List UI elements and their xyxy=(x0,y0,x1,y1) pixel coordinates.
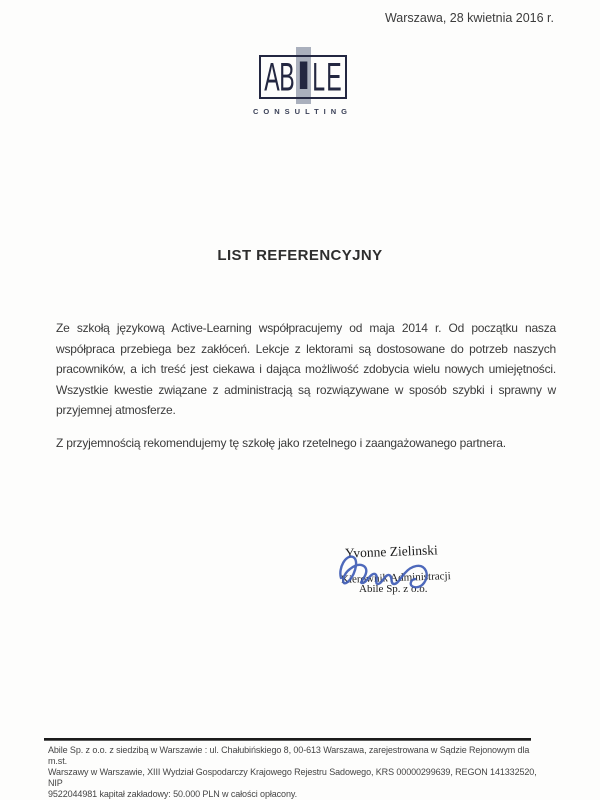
abile-consulting-logo xyxy=(0,46,600,126)
footer-line-1: Abile Sp. z o.o. z siedzibą w Warszawie : ul. Chałubińskiego 8, 00-613 Warszawa, zarejestrowana w Sądzie Rejonowym dla m.st. xyxy=(48,745,530,766)
footer-line-2: Warszawy w Warszawie, XIII Wydział Gospodarczy Krajowego Rejestru Sadowego, KRS 00000299639, REGON 141332520, NIP xyxy=(48,767,537,788)
signatory-name: Yvonne Zielinski xyxy=(344,542,438,561)
letter-body xyxy=(56,318,556,465)
letter-date: Warszawa, 28 kwietnia 2016 r. xyxy=(384,11,554,25)
footer-line-3: 9522044981 kapitał zakładowy: 50.000 PLN w całości opłacony. xyxy=(48,789,297,799)
signatory-role: Kierownik Administracji xyxy=(340,570,451,586)
logo-letter-l: L xyxy=(312,54,326,99)
signatory-company: Abile Sp. z o.o. xyxy=(359,583,428,595)
logo-letter-a: A xyxy=(264,54,280,99)
handwritten-signature xyxy=(333,546,473,590)
letter-footer xyxy=(44,738,544,800)
logo-letter-i: I xyxy=(296,53,311,98)
footer-divider xyxy=(44,738,531,741)
signature-block xyxy=(333,540,483,604)
logo-letter-e: E xyxy=(326,54,342,99)
logo-letter-b: B xyxy=(279,54,295,99)
paragraph-2: Z przyjemnością rekomendujemy tę szkołę jako rzetelnego i zaangażowanego partnera. xyxy=(56,435,506,450)
paragraph-1: Ze szkołą językową Active-Learning współpracujemy od maja 2014 r. Od początku nasza współpraca przebiega bez zakłóceń. Lekcje z lektorami są dostosowane do potrzeb naszych pracowników, a ich treść jest ciekawa i dająca możliwość zdobycia wielu nowych umiejętności. Wszystkie kwestie związane z administracją są rozwiązywane w sposób szybki i sprawny w przyjemnej atmosferze. xyxy=(56,321,556,417)
letter-title: LIST REFERENCYJNY xyxy=(217,247,383,264)
logo-subtitle: CONSULTING xyxy=(252,107,353,116)
